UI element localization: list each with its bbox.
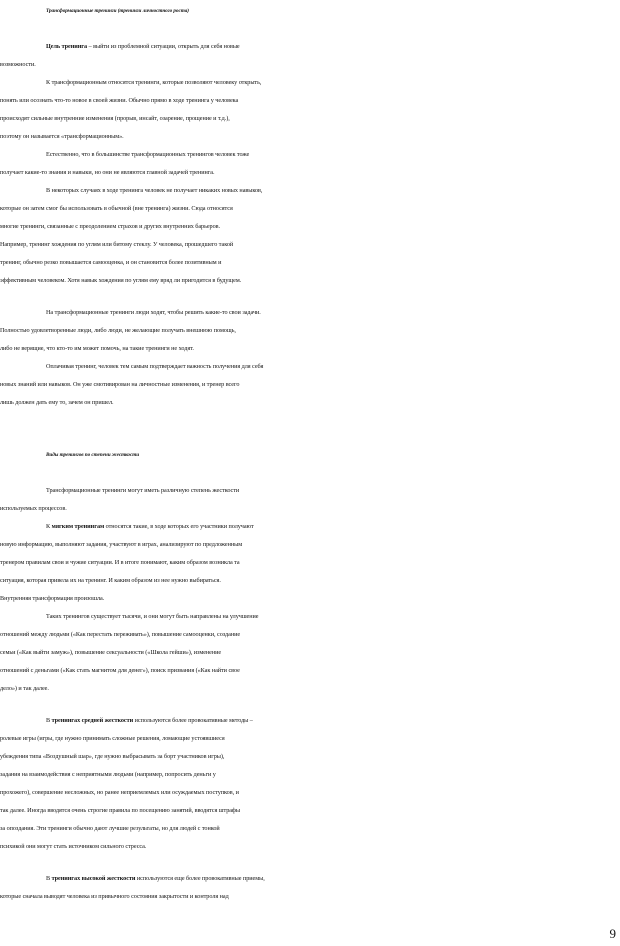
soft-line: новую информацию, выполняют задания, участвуют в играх, анализируют по предложенным [0,541,243,548]
para6-line: используемых процессов. [0,505,67,512]
para3-line: многие тренинги, связанные с преодолением страхов и других внутренних барьеров. [0,223,221,230]
para3-line: тренинг, обычно резко повышается самооценка, и он становится более позитивным и [0,259,222,266]
para1-line: происходят сильные внутренние изменения (прорыв, инсайт, озарение, прощение и т.д.), [0,115,230,122]
goal-label: Цель тренинга [46,43,88,50]
para8-line: дело») и так далее. [0,685,49,692]
soft-post: относятся такие, в ходе которых его участники получают [104,523,254,530]
para8-line: отношений с деньгами («Как стать магнитом для денег»), поиск призвания («Как найти свое [0,667,240,674]
para8-line: отношений между людьми («Как перестать переживать»), повышение самооценки, создание [0,631,241,638]
para1-line: К трансформационным относятся тренинги, которые позволяют человеку открыть, [46,79,262,86]
soft-term: мягким тренингам [51,523,105,530]
medium-line: ролевые игры (игры, где нужно принимать сложные решения, ломающие устоявшиеся [0,735,225,742]
para1-line: понять или осознать что-то новое в своей жизни. Обычно прямо в ходе тренинга у человека [0,97,239,104]
section-heading-transformational: Трансформационные тренинги (тренинги личностного роста) [46,8,189,14]
medium-post: используются более провокативные методы – [133,717,253,724]
para4-line: Полностью удовлетворенные люди, либо люди, не желающие получать внешнюю помощь, [0,327,236,334]
medium-line: задания на взаимодействия с неприятными людьми (например, попросить деньги у [0,771,216,778]
para2-line: Естественно, что в большинстве трансформационных тренингов человек тоже [46,151,250,158]
high-line: которые сначала выводят человека из привычного состояния закрытости и контроля над [0,893,229,900]
medium-line: прохожего), совершение несложных, но ранее неприемлемых или осуждаемых поступков, и [0,789,239,796]
para3-line: В некоторых случаях в ходе тренинга человек не получает никаких новых навыков, [46,187,263,194]
para3-line: Например, тренинг хождения по углям или битому стеклу. У человека, прошедшего такой [0,241,234,248]
para3-line: эффективным человеком. Хотя навык хождения по углям ему вряд ли пригодится в будущем. [0,277,242,284]
high-pre: В [46,875,52,882]
high-trainings-line [0,870,620,888]
para3-line: которые он затем смог бы использовать в обычной (вне тренинга) жизни. Сюда относятся [0,205,233,212]
medium-term: тренингах средней жесткости [51,717,134,724]
soft-trainings-line [0,518,620,536]
goal-text: – выйти из проблемной ситуации, открыть для себя новые [87,43,240,50]
medium-line: за опоздания. Эти тренинги обычно дают лучшие результаты, но для людей с тонкой [0,825,220,832]
para2-line: получает какие-то знания и навыки, но они не являются главной задачей тренинга. [0,169,215,176]
medium-line: психикой они могут стать источником сильного стресса. [0,843,147,850]
para6-line: Трансформационные тренинги могут иметь различную степень жесткости [46,487,240,494]
medium-line: так далее. Иногда вводятся очень строгие правила по посещению занятий, вводятся штрафы [0,807,240,814]
page-number: 9 [609,926,616,941]
para1-line: поэтому он называется «трансформационным». [0,133,124,140]
high-post: используются еще более провокативные приемы, [135,875,265,882]
high-term: тренингах высокой жесткости [51,875,136,882]
para8-line: семьи («Как выйти замуж»), повышение сексуальности («Школа гейши»), изменение [0,649,222,656]
para8-line: Таких тренингов существует тысячи, и они могут быть направлены на улучшение [46,613,259,620]
para4-line: На трансформационные тренинги люди ходят, чтобы решить какие-то свои задачи. [46,309,261,316]
para5-line: новых знаний или навыков. Он уже смотивирован на личностные изменения, и тренер всего [0,381,240,388]
soft-line: Внутренняя трансформация произошла. [0,595,105,602]
para5-line: лишь должен дать ему то, зачем он пришел. [0,399,114,406]
soft-line: тренером правилам свои и чужие ситуации. И в итоге понимают, каким образом возникла та [0,559,240,566]
soft-line: ситуация, которая привела их на тренинг. И каким образом из нее нужно выбираться. [0,577,221,584]
medium-pre: В [46,717,52,724]
soft-pre: К [46,523,52,530]
goal-line-2: возможности. [0,61,36,68]
goal-line [0,38,620,56]
medium-line: убеждения типа «Воздушный шар», где нужно выбрасывать за борт участников игры), [0,753,225,760]
medium-trainings-line [0,712,620,730]
para4-line: либо не верящие, что кто-то им может помочь, на такие тренинги не ходят. [0,345,194,352]
section-heading-rigidity: Виды тренингов по степени жесткости [46,452,140,458]
para5-line: Оплачивая тренинг, человек тем самым подтверждает важность получения для себя [46,363,264,370]
